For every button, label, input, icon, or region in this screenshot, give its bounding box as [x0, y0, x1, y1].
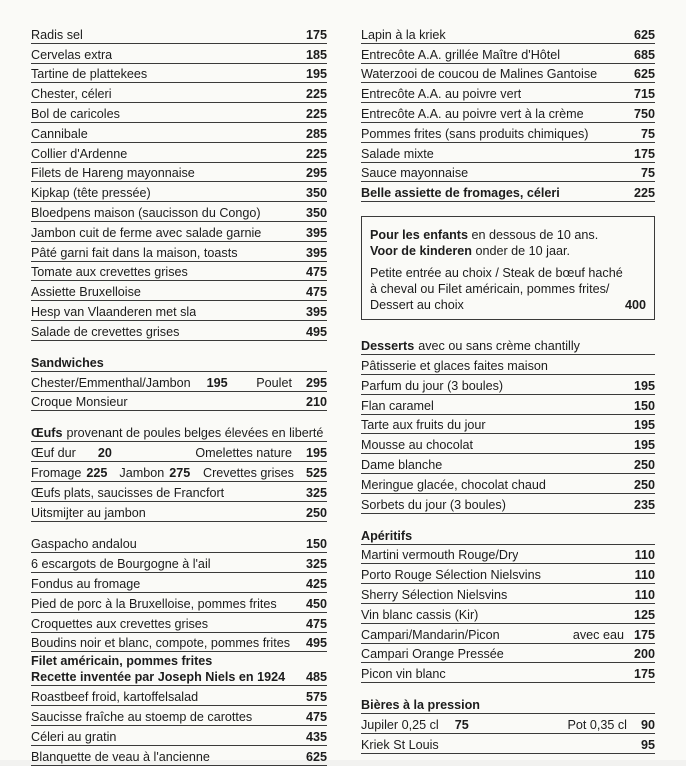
item-price: 125: [633, 607, 655, 622]
item-name: Cannibale: [31, 126, 88, 141]
list-item: [31, 103, 327, 123]
list-item: [31, 262, 327, 282]
item-price: 285: [305, 126, 327, 141]
list-item: [31, 44, 327, 64]
list-item: [361, 644, 655, 664]
item-name: Sauce mayonnaise: [361, 166, 469, 181]
item-price: 175: [633, 146, 655, 161]
item-price: 395: [305, 304, 327, 319]
item-price: 250: [305, 505, 327, 520]
item-price: 20: [97, 446, 112, 461]
list-item: [31, 613, 327, 633]
list-item: [361, 624, 655, 644]
item-name: Poulet: [256, 375, 292, 390]
item-price: 200: [633, 647, 655, 662]
item-price: 195: [305, 446, 327, 461]
item-price: 225: [86, 465, 108, 480]
list-item: [31, 281, 327, 301]
item-price: 195: [305, 67, 327, 82]
list-item: [361, 83, 655, 103]
item-price: 350: [305, 205, 327, 220]
kids-description: Petite entrée au choix / Steak de bœuf haché: [370, 266, 623, 281]
list-item: [31, 534, 327, 554]
item-price: 575: [305, 690, 327, 705]
list-item: [31, 202, 327, 222]
list-item: [361, 395, 655, 415]
item-name: Gaspacho andalou: [31, 537, 137, 552]
item-name: Meringue glacée, chocolat chaud: [361, 477, 546, 492]
item-price: 425: [305, 576, 327, 591]
item-price: 110: [634, 568, 655, 583]
item-name: Martini vermouth Rouge/Dry: [361, 548, 519, 563]
list-item: [361, 545, 655, 565]
note-text: Pâtisserie et glaces faites maison: [361, 358, 548, 373]
mains-list: [31, 534, 327, 653]
item-name: Boudins noir et blanc, compote, pommes frites: [31, 636, 290, 651]
item-price: 195: [633, 418, 655, 433]
item-name: Dame blanche: [361, 457, 443, 472]
item-name: Picon vin blanc: [361, 667, 446, 682]
item-name: 6 escargots de Bourgogne à l'ail: [31, 557, 211, 572]
item-name: Jupiler 0,25 cl: [361, 717, 439, 732]
list-item: [31, 182, 327, 202]
item-name: Pâté garni fait dans la maison, toasts: [31, 245, 238, 260]
item-price: 625: [633, 27, 655, 42]
section-title-bieres: [361, 695, 655, 714]
item-name: Pommes frites (sans produits chimiques): [361, 126, 589, 141]
list-item: [361, 44, 655, 64]
item-price: 195: [206, 375, 228, 390]
list-item: [31, 123, 327, 143]
list-item: [31, 24, 327, 44]
kids-title-nl: Voor de kinderen: [370, 244, 472, 259]
list-item: [361, 123, 655, 143]
section-title-aperitifs: [361, 526, 655, 545]
list-item: [361, 24, 655, 44]
item-price: 75: [640, 166, 655, 181]
list-item: [361, 375, 655, 395]
list-item: [31, 726, 327, 746]
item-name: Entrecôte A.A. au poivre vert à la crème: [361, 106, 584, 121]
item-price: 475: [305, 616, 327, 631]
item-name: Campari Orange Pressée: [361, 647, 504, 662]
item-price: 225: [305, 106, 327, 121]
item-price: 625: [305, 749, 327, 764]
list-item: [361, 415, 655, 435]
item-price: 235: [633, 497, 655, 512]
item-price: 475: [305, 709, 327, 724]
item-name: Kriek St Louis: [361, 737, 439, 752]
list-item: [31, 746, 327, 766]
item-price: 295: [305, 166, 327, 181]
list-item: [361, 584, 655, 604]
item-name: Assiette Bruxelloise: [31, 285, 141, 300]
item-price: 475: [305, 285, 327, 300]
list-item: [361, 734, 655, 754]
item-price: 350: [305, 186, 327, 201]
section-title-desserts: [361, 336, 655, 355]
item-name: Lapin à la kriek: [361, 27, 446, 42]
item-name: Œufs plats, saucisses de Francfort: [31, 485, 225, 500]
list-item: [31, 462, 327, 482]
section-title: Œufs: [31, 426, 63, 441]
list-item: [31, 686, 327, 706]
list-item: [361, 434, 655, 454]
list-item: [361, 163, 655, 183]
item-name: Pied de porc à la Bruxelloise, pommes frites: [31, 596, 277, 611]
item-name: Œuf dur: [31, 446, 76, 461]
item-price: 685: [633, 47, 655, 62]
section-subtitle: avec ou sans crème chantilly: [418, 339, 580, 354]
item-price: 395: [305, 245, 327, 260]
item-name: Fromage: [31, 465, 82, 480]
item-name: Filets de Hareng mayonnaise: [31, 166, 195, 181]
aperitifs-list: [361, 545, 655, 684]
kids-subtitle-fr: en dessous de 10 ans.: [471, 228, 599, 243]
section-title-sandwiches: [31, 353, 327, 372]
item-name: Salade mixte: [361, 146, 434, 161]
kids-menu-box: [361, 216, 655, 320]
item-name: Waterzooi de coucou de Malines Gantoise: [361, 67, 598, 82]
item-price: 225: [305, 87, 327, 102]
section-subtitle: provenant de poules belges élevées en liberté: [66, 426, 324, 441]
item-name: Tomate aux crevettes grises: [31, 265, 188, 280]
list-item: [361, 494, 655, 514]
item-price: 195: [633, 378, 655, 393]
list-item: [31, 372, 327, 392]
item-price: 295: [305, 375, 327, 390]
item-name: Croque Monsieur: [31, 395, 128, 410]
item-price: 175: [305, 27, 327, 42]
list-item: [31, 163, 327, 183]
section-title-oeufs: [31, 423, 327, 442]
kids-subtitle-nl: onder de 10 jaar.: [475, 244, 570, 259]
item-name: Bol de caricoles: [31, 106, 120, 121]
item-name: Omelettes nature: [195, 446, 292, 461]
list-item: [31, 706, 327, 726]
section-note: [361, 355, 655, 375]
item-name: Jambon cuit de ferme avec salade garnie: [31, 225, 262, 240]
list-item: [31, 593, 327, 613]
item-price: 275: [169, 465, 191, 480]
item-price: 75: [454, 717, 469, 732]
starters-list: [31, 24, 327, 341]
item-price: 250: [633, 457, 655, 472]
list-item: [31, 482, 327, 502]
item-name: Tarte aux fruits du jour: [361, 418, 486, 433]
list-item: [361, 714, 655, 734]
item-price: 495: [305, 636, 327, 651]
item-name: Uitsmijter au jambon: [31, 505, 146, 520]
item-name: Hesp van Vlaanderen met sla: [31, 304, 197, 319]
item-price: 325: [305, 485, 327, 500]
item-note: avec eau: [572, 627, 624, 642]
item-name: Fondus au fromage: [31, 576, 141, 591]
mains-list-2: [31, 686, 327, 765]
list-item: [361, 182, 655, 202]
list-item: [31, 392, 327, 412]
item-name: Cervelas extra: [31, 47, 113, 62]
item-price: 525: [305, 465, 327, 480]
list-item: [361, 564, 655, 584]
item-name: Bloedpens maison (saucisson du Congo): [31, 205, 261, 220]
item-price: 150: [305, 537, 327, 552]
item-price: 325: [305, 557, 327, 572]
list-item: [361, 64, 655, 84]
item-name: Porto Rouge Sélection Nielsvins: [361, 568, 541, 583]
item-name: Entrecôte A.A. au poivre vert: [361, 87, 522, 102]
item-name: Campari/Mandarin/Picon: [361, 627, 500, 642]
item-name: Vin blanc cassis (Kir): [361, 607, 479, 622]
right-mains-list: [361, 24, 655, 202]
item-name: Mousse au chocolat: [361, 438, 474, 453]
item-name: Roastbeef froid, kartoffelsalad: [31, 690, 199, 705]
section-title: Apéritifs: [361, 528, 413, 543]
item-name: Saucisse fraîche au stoemp de carottes: [31, 709, 253, 724]
item-name: Crevettes grises: [202, 465, 294, 480]
item-price: 210: [305, 395, 327, 410]
item-price: 715: [633, 87, 655, 102]
item-price: 750: [633, 106, 655, 121]
list-item: [31, 301, 327, 321]
list-item: [31, 553, 327, 573]
item-price: 250: [633, 477, 655, 492]
list-item: [361, 454, 655, 474]
item-name: Tartine de plattekees: [31, 67, 148, 82]
item-name: Entrecôte A.A. grillée Maître d'Hôtel: [361, 47, 561, 62]
item-name: Kipkap (tête pressée): [31, 186, 151, 201]
item-price: 110: [634, 587, 655, 602]
item-note: Recette inventée par Joseph Niels en 1924: [31, 670, 286, 685]
item-price: 450: [305, 596, 327, 611]
item-price: 225: [633, 186, 655, 201]
item-name: Chester/Emmenthal/Jambon: [31, 375, 191, 390]
list-item: [31, 64, 327, 84]
item-name: Collier d'Ardenne: [31, 146, 128, 161]
list-item: [361, 474, 655, 494]
item-name: Sorbets du jour (3 boules): [361, 497, 506, 512]
item-price: 95: [640, 737, 655, 752]
item-name: Céleri au gratin: [31, 729, 117, 744]
item-price: 195: [633, 438, 655, 453]
item-name: Filet américain, pommes frites: [31, 654, 213, 669]
item-price: 90: [640, 717, 655, 732]
desserts-list: [361, 375, 655, 514]
list-item: [31, 242, 327, 262]
item-price: 225: [305, 146, 327, 161]
item-name: Salade de crevettes grises: [31, 324, 180, 339]
list-item: [31, 442, 327, 462]
list-item: [31, 83, 327, 103]
item-price: 175: [633, 627, 655, 642]
item-name: Parfum du jour (3 boules): [361, 378, 504, 393]
list-item: [31, 633, 327, 653]
menu-column-right: [361, 24, 655, 754]
item-price: 485: [305, 670, 327, 685]
list-item: [361, 663, 655, 683]
list-item: [361, 103, 655, 123]
item-price: 150: [633, 398, 655, 413]
item-price: 435: [305, 729, 327, 744]
item-name: Blanquette de veau à l'ancienne: [31, 749, 210, 764]
item-price: 75: [640, 126, 655, 141]
section-title: Desserts: [361, 339, 415, 354]
list-item: [31, 321, 327, 341]
section-title: Sandwiches: [31, 355, 104, 370]
item-name: Croquettes aux crevettes grises: [31, 616, 209, 631]
list-item: [31, 573, 327, 593]
filet-americain-item: [31, 652, 327, 686]
kids-price: 400: [624, 298, 646, 313]
item-name: Radis sel: [31, 27, 83, 42]
item-name: Pot 0,35 cl: [567, 717, 627, 732]
item-price: 475: [305, 265, 327, 280]
item-price: 175: [633, 667, 655, 682]
list-item: [361, 604, 655, 624]
list-item: [31, 143, 327, 163]
item-price: 395: [305, 225, 327, 240]
kids-description: Dessert au choix: [370, 298, 464, 313]
kids-description: à cheval ou Filet américain, pommes frites/: [370, 282, 610, 297]
item-price: 495: [305, 324, 327, 339]
item-name: Flan caramel: [361, 398, 434, 413]
kids-title-fr: Pour les enfants: [370, 228, 468, 243]
list-item: [31, 502, 327, 522]
item-name: Jambon: [119, 465, 165, 480]
list-item: [361, 143, 655, 163]
section-title: Bières à la pression: [361, 698, 481, 713]
item-price: 185: [305, 47, 327, 62]
item-name: Belle assiette de fromages, céleri: [361, 186, 560, 201]
menu-column-left: [31, 24, 327, 766]
list-item: [31, 222, 327, 242]
item-name: Sherry Sélection Nielsvins: [361, 587, 508, 602]
item-price: 625: [633, 67, 655, 82]
item-price: 110: [634, 548, 655, 563]
item-name: Chester, céleri: [31, 87, 112, 102]
